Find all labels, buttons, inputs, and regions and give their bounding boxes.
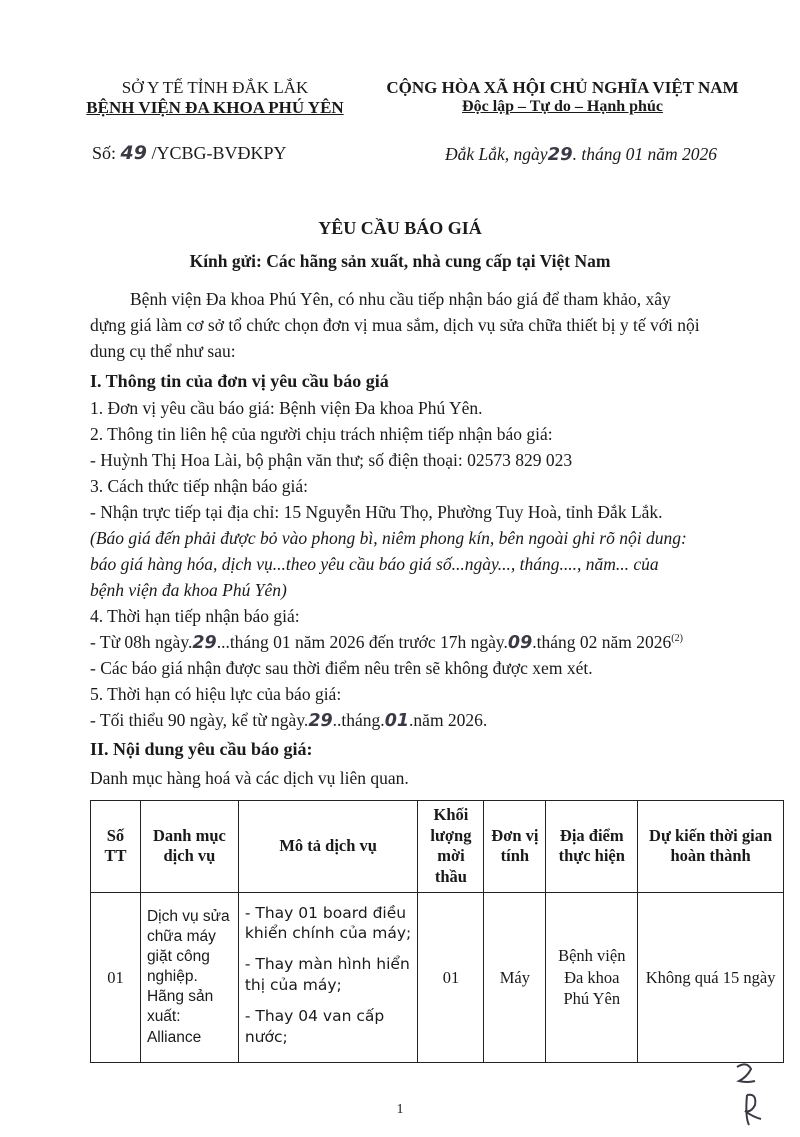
section-1-item-4: 4. Thời hạn tiếp nhận báo giá: <box>90 606 300 626</box>
header-stt: Số TT <box>91 801 141 893</box>
document-number <box>92 142 287 164</box>
handwritten-doc-number: 49 <box>120 142 147 164</box>
intro-line-2: dựng giá làm cơ sở tổ chức chọn đơn vị mua sắm, dịch vụ sửa chữa thiết bị y tế với nội <box>90 315 700 335</box>
validity-part-3: .năm 2026. <box>409 710 488 730</box>
row-quantity: 01 <box>418 892 484 1063</box>
header-right <box>375 78 750 116</box>
receipt-period-part-2: ...tháng 01 năm 2026 đến trước 17h ngày. <box>216 632 508 652</box>
row-duration: Không quá 15 ngày <box>638 892 784 1063</box>
country-name: CỘNG HÒA XÃ HỘI CHỦ NGHĨA VIỆT NAM <box>386 78 739 97</box>
receipt-period <box>90 632 683 653</box>
desc-item-2: - Thay màn hình hiển thị của máy; <box>244 955 410 995</box>
validity-period <box>90 710 487 731</box>
section-2-intro: Danh mục hàng hoá và các dịch vụ liên quan. <box>90 768 409 788</box>
intro-line-1: Bệnh viện Đa khoa Phú Yên, có nhu cầu tiếp nhận báo giá để tham khảo, xây <box>130 289 671 309</box>
date-prefix: Đắk Lắk, ngày <box>445 144 548 164</box>
header-description: Mô tả dịch vụ <box>238 801 418 893</box>
envelope-note-line-3: bệnh viện đa khoa Phú Yên) <box>90 580 287 600</box>
section-1-item-3: 3. Cách thức tiếp nhận báo giá: <box>90 476 308 496</box>
receipt-period-part-1: - Từ 08h ngày. <box>90 632 193 652</box>
section-1-heading: I. Thông tin của đơn vị yêu cầu báo giá <box>90 371 389 391</box>
desc-item-1: - Thay 01 board điều khiển chính của máy; <box>244 903 412 943</box>
submission-address: - Nhận trực tiếp tại địa chỉ: 15 Nguyễn Hữu Thọ, Phường Tuy Hoà, tỉnh Đắk Lắk. <box>90 502 663 522</box>
handwritten-initial-mark <box>725 1055 785 1135</box>
row-location: Bệnh viện Đa khoa Phú Yên <box>546 892 638 1063</box>
recipient-line: Kính gửi: Các hãng sản xuất, nhà cung cấp tại Việt Nam <box>189 251 611 271</box>
table-header-row <box>91 801 784 893</box>
receipt-period-part-3: .tháng 02 năm 2026 <box>532 632 672 652</box>
handwritten-date-day: 29 <box>547 144 573 165</box>
section-2-heading: II. Nội dung yêu cầu báo giá: <box>90 739 313 759</box>
org-parent-name: SỞ Y TẾ TỈNH ĐẮK LẮK <box>121 78 309 97</box>
national-motto: Độc lập – Tự do – Hạnh phúc <box>462 98 663 115</box>
footnote-marker: (2) <box>671 633 683 645</box>
services-table <box>90 800 784 1063</box>
contact-person: - Huỳnh Thị Hoa Lài, bộ phận văn thư; số điện thoại: 02573 829 023 <box>90 450 573 470</box>
validity-part-1: - Tối thiểu 90 ngày, kể từ ngày. <box>90 710 309 730</box>
doc-number-suffix: /YCBG-BVĐKPY <box>151 143 287 163</box>
document-title: YÊU CẦU BÁO GIÁ <box>318 218 482 238</box>
row-description <box>238 892 418 1063</box>
header-unit: Đơn vị tính <box>484 801 546 893</box>
header-duration: Dự kiến thời gian hoàn thành <box>638 801 784 893</box>
header-quantity: Khối lượng mời thầu <box>418 801 484 893</box>
row-service-name: Dịch vụ sửa chữa máy giặt công nghiệp. Hãng sản xuất: Alliance <box>140 892 238 1063</box>
envelope-note-line-1: (Báo giá đến phải được bỏ vào phong bì, niêm phong kín, bên ngoài ghi rõ nội dung: <box>90 528 687 548</box>
handwritten-validity-day: 29 <box>308 711 333 731</box>
section-1-item-1: 1. Đơn vị yêu cầu báo giá: Bệnh viện Đa khoa Phú Yên. <box>90 398 483 418</box>
header-left <box>60 78 370 118</box>
date-suffix: . tháng 01 năm 2026 <box>572 144 717 164</box>
header-location: Địa điểm thực hiện <box>546 801 638 893</box>
section-1-item-5: 5. Thời hạn có hiệu lực của báo giá: <box>90 684 342 704</box>
document-date <box>445 144 717 165</box>
late-quote-note: - Các báo giá nhận được sau thời điểm nêu trên sẽ không được xem xét. <box>90 658 593 678</box>
intro-line-3: dung cụ thể như sau: <box>90 341 236 361</box>
handwritten-start-day: 29 <box>192 633 217 653</box>
desc-item-3: - Thay 04 van cấp nước; <box>244 1007 385 1047</box>
validity-part-2: ..tháng. <box>332 710 385 730</box>
table-row <box>91 892 784 1063</box>
header-service-name: Danh mục dịch vụ <box>140 801 238 893</box>
org-name: BỆNH VIỆN ĐA KHOA PHÚ YÊN <box>86 98 344 117</box>
handwritten-end-day: 09 <box>507 633 533 653</box>
handwritten-validity-month: 01 <box>384 711 410 731</box>
section-1-item-2: 2. Thông tin liên hệ của người chịu trách nhiệm tiếp nhận báo giá: <box>90 424 553 444</box>
page-number: 1 <box>396 1102 404 1117</box>
doc-number-prefix: Số: <box>92 143 117 163</box>
row-stt: 01 <box>91 892 141 1063</box>
envelope-note-line-2: báo giá hàng hóa, dịch vụ...theo yêu cầu báo giá số...ngày..., tháng...., năm... của <box>90 554 659 574</box>
row-unit: Máy <box>484 892 546 1063</box>
